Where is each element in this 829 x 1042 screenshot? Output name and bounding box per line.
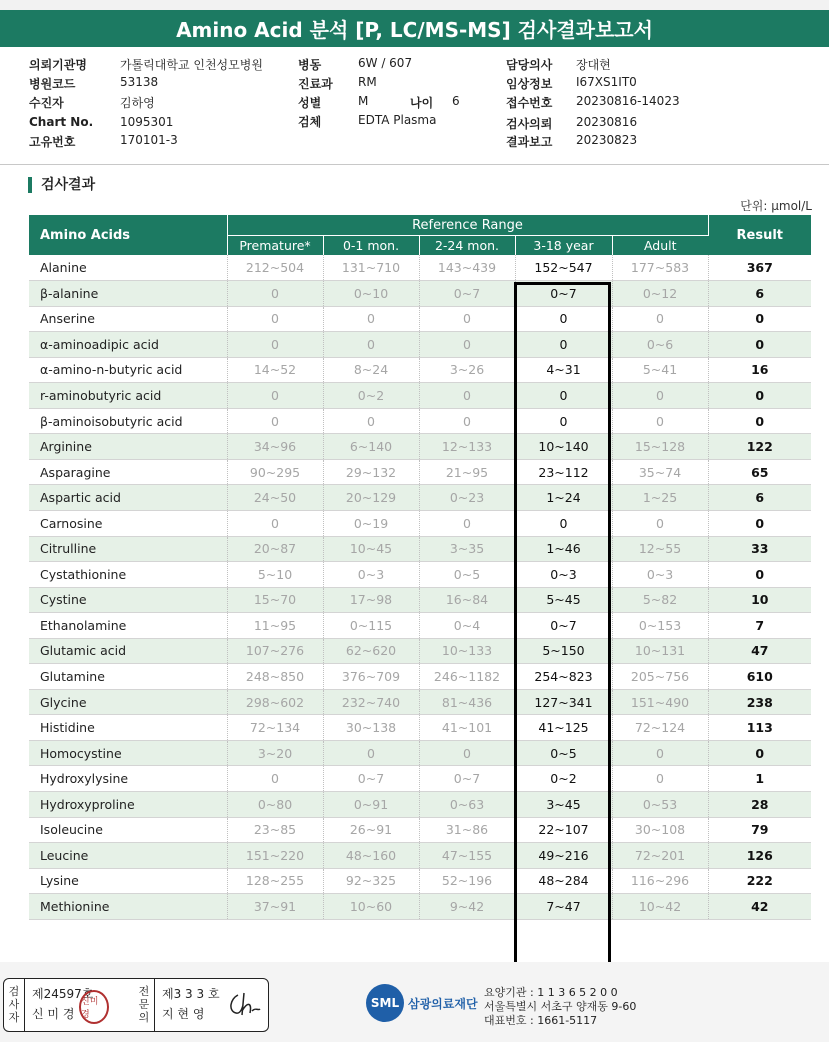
table-row — [29, 408, 811, 434]
reference-range-cell: 6~140 — [323, 434, 419, 460]
patient-value: 53138 — [120, 75, 159, 89]
reference-range-cell: 92~325 — [323, 868, 419, 894]
reference-range-cell: 49~216 — [515, 843, 612, 869]
reference-range-cell: 151~490 — [612, 689, 708, 715]
signature-box — [3, 978, 269, 1032]
unit-label: 단위: μmol/L — [740, 199, 812, 213]
result-cell: 0 — [708, 306, 811, 332]
reference-range-cell: 52~196 — [419, 868, 515, 894]
patient-value: 가톨릭대학교 인천성모병원 — [120, 58, 263, 72]
reference-range-cell: 12~55 — [612, 536, 708, 562]
divider — [154, 979, 155, 1031]
patient-info — [0, 47, 829, 157]
result-cell: 367 — [708, 255, 811, 281]
divider — [24, 979, 25, 1031]
reference-range-cell: 0 — [515, 332, 612, 358]
reference-range-cell: 143~439 — [419, 255, 515, 281]
amino-acid-name: Cystine — [29, 587, 227, 613]
reference-range-cell: 5~45 — [515, 587, 612, 613]
reference-range-cell: 12~133 — [419, 434, 515, 460]
reference-range-cell: 0 — [227, 383, 323, 409]
reference-range-cell: 0~7 — [419, 766, 515, 792]
col-result: Result — [708, 215, 811, 255]
reference-range-cell: 30~108 — [612, 817, 708, 843]
result-cell: 113 — [708, 715, 811, 741]
reference-range-cell: 0 — [227, 510, 323, 536]
reference-range-cell: 246~1182 — [419, 664, 515, 690]
reference-range-cell: 26~91 — [323, 817, 419, 843]
reference-range-cell: 31~86 — [419, 817, 515, 843]
table-row — [29, 562, 811, 588]
reference-range-cell: 254~823 — [515, 664, 612, 690]
result-cell: 122 — [708, 434, 811, 460]
table-row — [29, 306, 811, 332]
amino-acid-name: Cystathionine — [29, 562, 227, 588]
contact-line: 요양기관 : 1 1 3 6 5 2 0 0 — [484, 986, 618, 999]
amino-acid-name: β-alanine — [29, 281, 227, 307]
result-cell: 65 — [708, 459, 811, 485]
patient-label: 접수번호 — [506, 96, 553, 110]
amino-acid-name: Glutamic acid — [29, 638, 227, 664]
reference-range-cell: 0~115 — [323, 613, 419, 639]
table-row — [29, 587, 811, 613]
reference-range-cell: 48~160 — [323, 843, 419, 869]
patient-label: Chart No. — [29, 115, 94, 129]
reference-range-cell: 72~124 — [612, 715, 708, 741]
reference-range-cell: 11~95 — [227, 613, 323, 639]
reference-range-cell: 0 — [515, 306, 612, 332]
patient-label: 의뢰기관명 — [29, 58, 87, 72]
reference-range-cell: 10~60 — [323, 894, 419, 920]
table-row — [29, 510, 811, 536]
reference-range-cell: 37~91 — [227, 894, 323, 920]
reference-range-cell: 131~710 — [323, 255, 419, 281]
reference-range-cell: 10~140 — [515, 434, 612, 460]
amino-acid-name: Citrulline — [29, 536, 227, 562]
doctor-label: 전문의 — [138, 985, 150, 1024]
table-row — [29, 843, 811, 869]
reference-range-cell: 0 — [515, 408, 612, 434]
section-title: 검사결과 — [28, 177, 95, 193]
amino-acid-name: α-aminoadipic acid — [29, 332, 227, 358]
doctor-license: 제3 3 3 호 — [162, 987, 220, 1001]
amino-acid-name: Isoleucine — [29, 817, 227, 843]
reference-range-cell: 29~132 — [323, 459, 419, 485]
table-row — [29, 638, 811, 664]
patient-label: 검체 — [298, 115, 322, 129]
reference-range-cell: 15~70 — [227, 587, 323, 613]
reference-range-cell: 0~23 — [419, 485, 515, 511]
col-2-24-mon: 2-24 mon. — [419, 236, 515, 256]
reference-range-cell: 127~341 — [515, 689, 612, 715]
reference-range-cell: 0 — [323, 306, 419, 332]
result-cell: 126 — [708, 843, 811, 869]
table-row — [29, 766, 811, 792]
reference-range-cell: 0~80 — [227, 791, 323, 817]
patient-label: 임상정보 — [506, 77, 553, 91]
reference-range-cell: 0~5 — [515, 740, 612, 766]
col-amino-acids: Amino Acids — [29, 215, 227, 255]
patient-label: 고유번호 — [29, 135, 76, 149]
results-table — [29, 215, 811, 920]
reference-range-cell: 0 — [323, 408, 419, 434]
reference-range-cell: 41~125 — [515, 715, 612, 741]
table-row — [29, 894, 811, 920]
patient-value: 170101-3 — [120, 133, 178, 147]
reference-range-cell: 0~91 — [323, 791, 419, 817]
signature-icon — [226, 989, 262, 1019]
reference-range-cell: 72~201 — [612, 843, 708, 869]
reference-range-cell: 41~101 — [419, 715, 515, 741]
reference-range-cell: 3~45 — [515, 791, 612, 817]
amino-acid-name: β-aminoisobutyric acid — [29, 408, 227, 434]
report-title: Amino Acid 분석 [P, LC/MS-MS] 검사결과보고서 — [0, 10, 829, 47]
reference-range-cell: 3~26 — [419, 357, 515, 383]
amino-acid-name: Lysine — [29, 868, 227, 894]
reference-range-cell: 212~504 — [227, 255, 323, 281]
table-row — [29, 536, 811, 562]
tester-label: 검사자 — [8, 985, 20, 1024]
reference-range-cell: 0~19 — [323, 510, 419, 536]
reference-range-cell: 7~47 — [515, 894, 612, 920]
reference-range-cell: 0~53 — [612, 791, 708, 817]
amino-acid-name: Glycine — [29, 689, 227, 715]
report-sheet — [0, 47, 829, 962]
report-footer — [0, 962, 829, 1042]
reference-range-cell: 0~7 — [515, 281, 612, 307]
reference-range-cell: 177~583 — [612, 255, 708, 281]
logo-mark: SML — [366, 984, 404, 1022]
result-cell: 28 — [708, 791, 811, 817]
reference-range-cell: 23~112 — [515, 459, 612, 485]
result-cell: 7 — [708, 613, 811, 639]
result-cell: 610 — [708, 664, 811, 690]
reference-range-cell: 0 — [323, 740, 419, 766]
reference-range-cell: 1~24 — [515, 485, 612, 511]
reference-range-cell: 23~85 — [227, 817, 323, 843]
reference-range-cell: 15~128 — [612, 434, 708, 460]
result-cell: 42 — [708, 894, 811, 920]
reference-range-cell: 205~756 — [612, 664, 708, 690]
contact-info — [484, 986, 636, 1028]
reference-range-cell: 5~150 — [515, 638, 612, 664]
contact-line: 대표번호 : 1661-5117 — [484, 1014, 598, 1027]
reference-range-cell: 0 — [419, 332, 515, 358]
col-0-1-mon: 0-1 mon. — [323, 236, 419, 256]
patient-value: 20230816 — [576, 115, 638, 129]
patient-label: 병원코드 — [29, 77, 76, 91]
reference-range-cell: 151~220 — [227, 843, 323, 869]
patient-value: 김하영 — [120, 96, 155, 110]
result-cell: 16 — [708, 357, 811, 383]
table-row — [29, 715, 811, 741]
reference-range-cell: 72~134 — [227, 715, 323, 741]
table-row — [29, 459, 811, 485]
result-cell: 6 — [708, 281, 811, 307]
reference-range-cell: 10~42 — [612, 894, 708, 920]
reference-range-cell: 47~155 — [419, 843, 515, 869]
patient-label: 진료과 — [298, 77, 333, 91]
reference-range-cell: 35~74 — [612, 459, 708, 485]
sml-logo — [366, 984, 478, 1022]
reference-range-cell: 3~35 — [419, 536, 515, 562]
patient-label: 결과보고 — [506, 135, 553, 149]
reference-range-cell: 14~52 — [227, 357, 323, 383]
reference-range-cell: 0~3 — [323, 562, 419, 588]
reference-range-cell: 0 — [419, 510, 515, 536]
reference-range-cell: 24~50 — [227, 485, 323, 511]
logo-text: 삼광의료재단 — [408, 996, 478, 1011]
table-row — [29, 868, 811, 894]
reference-range-cell: 0~7 — [515, 613, 612, 639]
result-cell: 1 — [708, 766, 811, 792]
reference-range-cell: 48~284 — [515, 868, 612, 894]
reference-range-cell: 376~709 — [323, 664, 419, 690]
amino-acid-name: Arginine — [29, 434, 227, 460]
reference-range-cell: 5~82 — [612, 587, 708, 613]
patient-value: M — [358, 94, 369, 108]
table-row — [29, 664, 811, 690]
reference-range-cell: 5~10 — [227, 562, 323, 588]
reference-range-cell: 0 — [227, 332, 323, 358]
result-cell: 0 — [708, 383, 811, 409]
amino-acid-name: Aspartic acid — [29, 485, 227, 511]
result-cell: 238 — [708, 689, 811, 715]
reference-range-cell: 0~7 — [323, 766, 419, 792]
reference-range-cell: 10~133 — [419, 638, 515, 664]
amino-acid-name: Homocystine — [29, 740, 227, 766]
table-row — [29, 434, 811, 460]
reference-range-cell: 4~31 — [515, 357, 612, 383]
reference-range-cell: 107~276 — [227, 638, 323, 664]
reference-range-cell: 0~4 — [419, 613, 515, 639]
table-row — [29, 817, 811, 843]
reference-range-cell: 0 — [419, 740, 515, 766]
amino-acid-name: Glutamine — [29, 664, 227, 690]
result-cell: 33 — [708, 536, 811, 562]
reference-range-cell: 30~138 — [323, 715, 419, 741]
reference-range-cell: 0 — [419, 306, 515, 332]
reference-range-cell: 1~25 — [612, 485, 708, 511]
reference-range-cell: 0~5 — [419, 562, 515, 588]
amino-acid-name: r-aminobutyric acid — [29, 383, 227, 409]
result-cell: 0 — [708, 408, 811, 434]
result-cell: 10 — [708, 587, 811, 613]
reference-range-cell: 21~95 — [419, 459, 515, 485]
amino-acid-name: Carnosine — [29, 510, 227, 536]
patient-label: 담당의사 — [506, 58, 553, 72]
reference-range-cell: 90~295 — [227, 459, 323, 485]
table-row — [29, 740, 811, 766]
amino-acid-name: Alanine — [29, 255, 227, 281]
reference-range-cell: 0 — [612, 766, 708, 792]
reference-range-cell: 5~41 — [612, 357, 708, 383]
reference-range-cell: 298~602 — [227, 689, 323, 715]
table-row — [29, 332, 811, 358]
tester-name: 신 미 경 — [32, 1007, 75, 1021]
patient-value: EDTA Plasma — [358, 113, 437, 127]
patient-label: 검사의뢰 — [506, 117, 553, 131]
result-cell: 79 — [708, 817, 811, 843]
patient-value: 6W / 607 — [358, 56, 413, 70]
amino-acid-name: Ethanolamine — [29, 613, 227, 639]
contact-line: 서울특별시 서초구 양재동 9-60 — [484, 1000, 637, 1013]
amino-acid-name: Asparagine — [29, 459, 227, 485]
reference-range-cell: 17~98 — [323, 587, 419, 613]
reference-range-cell: 8~24 — [323, 357, 419, 383]
divider — [0, 164, 829, 165]
reference-range-cell: 0~2 — [515, 766, 612, 792]
reference-range-cell: 0 — [227, 766, 323, 792]
reference-range-cell: 152~547 — [515, 255, 612, 281]
reference-range-cell: 0 — [419, 408, 515, 434]
table-row — [29, 791, 811, 817]
reference-range-cell: 232~740 — [323, 689, 419, 715]
reference-range-cell: 0 — [612, 408, 708, 434]
amino-acid-name: Leucine — [29, 843, 227, 869]
table-row — [29, 255, 811, 281]
reference-range-cell: 0 — [515, 510, 612, 536]
reference-range-cell: 3~20 — [227, 740, 323, 766]
reference-range-cell: 0 — [323, 332, 419, 358]
doctor-name: 지 현 영 — [162, 1007, 205, 1021]
result-cell: 222 — [708, 868, 811, 894]
reference-range-cell: 0~3 — [515, 562, 612, 588]
reference-range-cell: 128~255 — [227, 868, 323, 894]
patient-label: 성별 — [298, 96, 322, 110]
amino-acid-name: Histidine — [29, 715, 227, 741]
reference-range-cell: 0 — [227, 306, 323, 332]
reference-range-cell: 0~10 — [323, 281, 419, 307]
result-cell: 0 — [708, 332, 811, 358]
col-3-18-year: 3-18 year — [515, 236, 612, 256]
reference-range-cell: 81~436 — [419, 689, 515, 715]
reference-range-cell: 0 — [227, 408, 323, 434]
table-row — [29, 281, 811, 307]
result-cell: 0 — [708, 562, 811, 588]
reference-range-cell: 0 — [612, 306, 708, 332]
amino-acid-name: α-amino-n-butyric acid — [29, 357, 227, 383]
reference-range-cell: 62~620 — [323, 638, 419, 664]
results-body — [29, 255, 811, 919]
reference-range-cell: 9~42 — [419, 894, 515, 920]
reference-range-cell: 0 — [612, 510, 708, 536]
patient-label: 수진자 — [29, 96, 64, 110]
result-cell: 47 — [708, 638, 811, 664]
amino-acid-name: Methionine — [29, 894, 227, 920]
reference-range-cell: 0 — [515, 383, 612, 409]
reference-range-cell: 0 — [612, 740, 708, 766]
patient-label: 병동 — [298, 58, 322, 72]
table-row — [29, 485, 811, 511]
result-cell: 0 — [708, 740, 811, 766]
reference-range-cell: 20~129 — [323, 485, 419, 511]
reference-range-cell: 10~45 — [323, 536, 419, 562]
reference-range-cell: 0~153 — [612, 613, 708, 639]
result-cell: 0 — [708, 510, 811, 536]
reference-range-cell: 0 — [419, 383, 515, 409]
patient-value: I67XS1IT0 — [576, 75, 637, 89]
reference-range-cell: 248~850 — [227, 664, 323, 690]
reference-range-cell: 20~87 — [227, 536, 323, 562]
reference-range-cell: 0 — [612, 383, 708, 409]
reference-range-cell: 34~96 — [227, 434, 323, 460]
amino-acid-name: Hydroxylysine — [29, 766, 227, 792]
reference-range-cell: 16~84 — [419, 587, 515, 613]
reference-range-cell: 0~63 — [419, 791, 515, 817]
col-premature: Premature* — [227, 236, 323, 256]
patient-value: 장대현 — [576, 58, 611, 72]
result-cell: 6 — [708, 485, 811, 511]
patient-value: RM — [358, 75, 377, 89]
amino-acid-name: Hydroxyproline — [29, 791, 227, 817]
table-row — [29, 689, 811, 715]
table-row — [29, 383, 811, 409]
patient-value: 1095301 — [120, 115, 174, 129]
reference-range-cell: 0~7 — [419, 281, 515, 307]
patient-value: 20230816-14023 — [576, 94, 680, 108]
patient-value: 6 — [452, 94, 460, 108]
reference-range-cell: 0~6 — [612, 332, 708, 358]
reference-range-cell: 10~131 — [612, 638, 708, 664]
col-reference-range: Reference Range — [227, 215, 708, 236]
reference-range-cell: 0 — [227, 281, 323, 307]
seal-stamp: 신미경 — [79, 990, 109, 1024]
reference-range-cell: 116~296 — [612, 868, 708, 894]
patient-value: 20230823 — [576, 133, 638, 147]
amino-acid-name: Anserine — [29, 306, 227, 332]
table-row — [29, 357, 811, 383]
reference-range-cell: 1~46 — [515, 536, 612, 562]
reference-range-cell: 0~3 — [612, 562, 708, 588]
reference-range-cell: 22~107 — [515, 817, 612, 843]
tester-license: 제24597호 — [32, 987, 94, 1001]
patient-label: 나이 — [410, 96, 434, 110]
table-row — [29, 613, 811, 639]
col-adult: Adult — [612, 236, 708, 256]
reference-range-cell: 0~2 — [323, 383, 419, 409]
reference-range-cell: 0~12 — [612, 281, 708, 307]
